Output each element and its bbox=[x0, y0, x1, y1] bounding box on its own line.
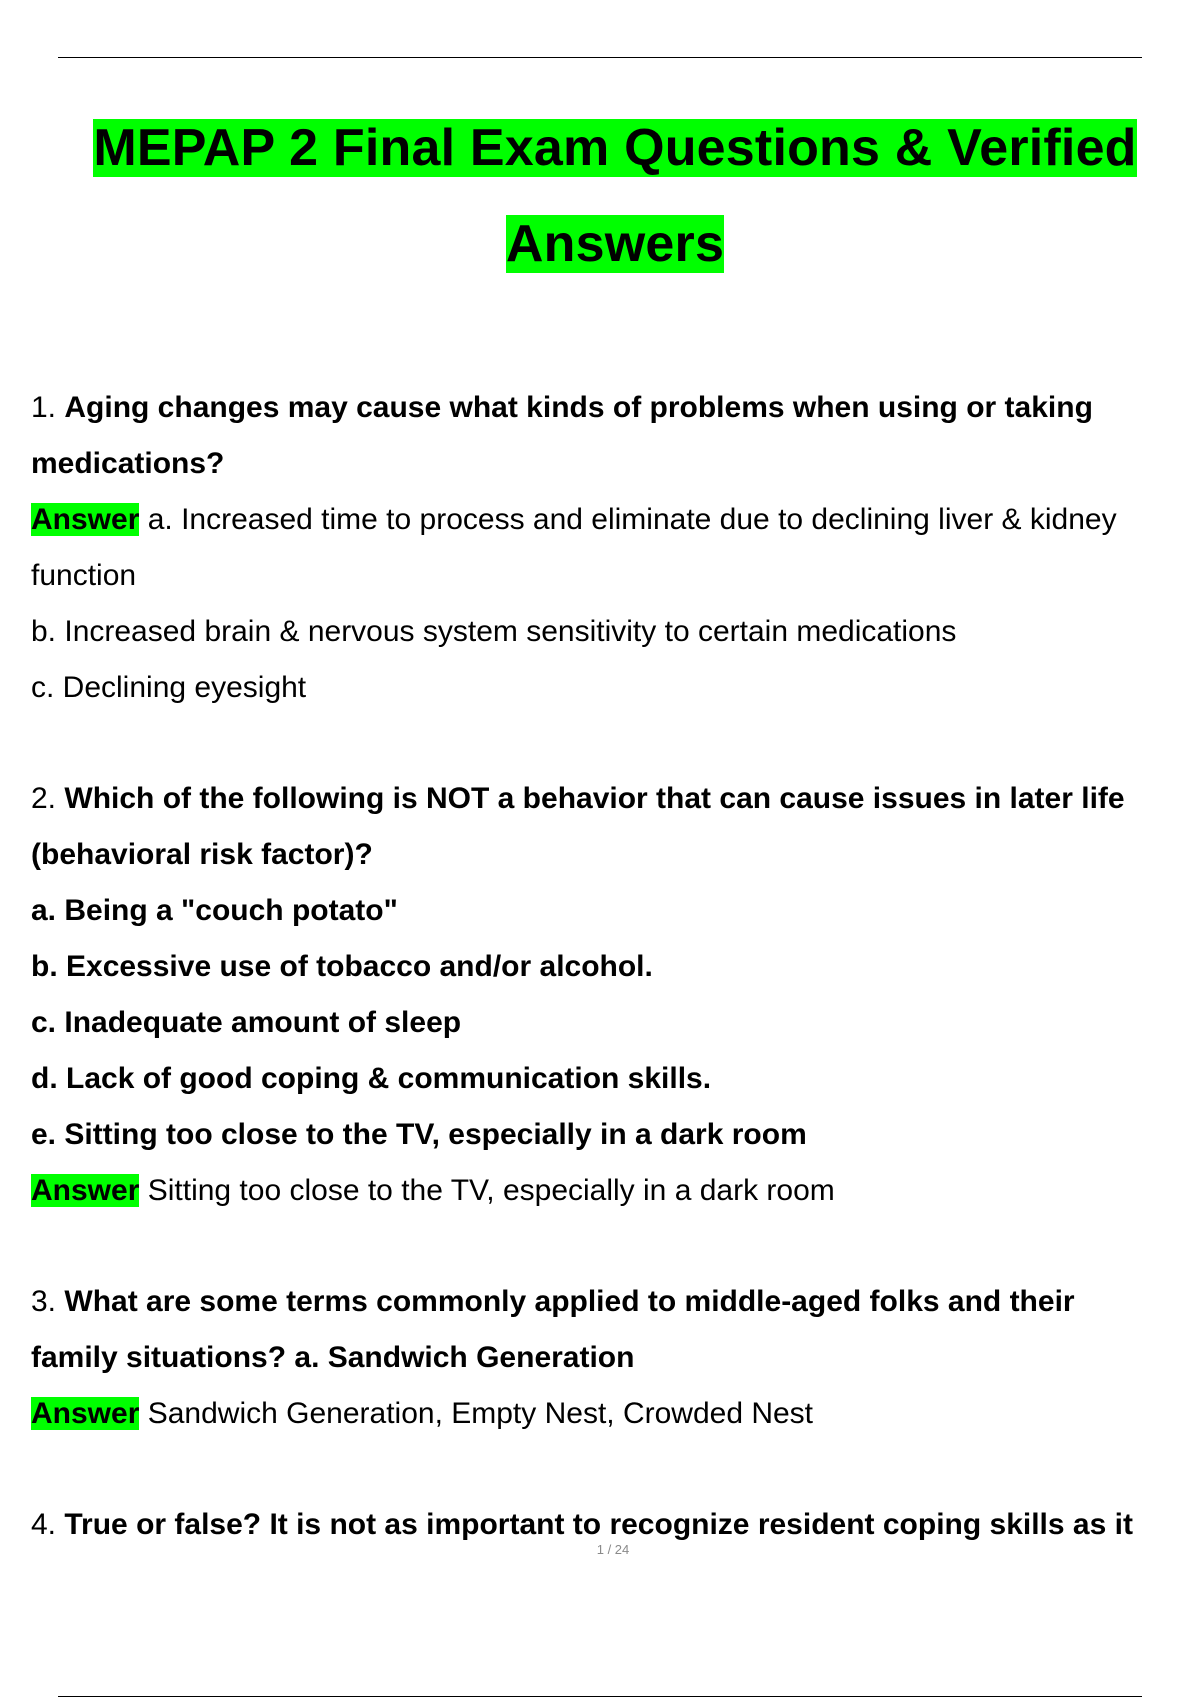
option-item: e. Sitting too close to the TV, especially in a dark room bbox=[31, 1118, 807, 1151]
question-text: True or false? It is not as important to recognize resident coping skills as it bbox=[64, 1508, 1133, 1541]
spacer bbox=[31, 1442, 1200, 1497]
question-block-2 bbox=[31, 771, 1200, 1219]
spacer bbox=[31, 1219, 1200, 1274]
top-rule bbox=[58, 57, 1142, 58]
answer-line bbox=[31, 1163, 1200, 1219]
document-title bbox=[40, 100, 1190, 292]
answer-line bbox=[31, 492, 1200, 548]
answer-text: Sitting too close to the TV, especially in a dark room bbox=[147, 1174, 835, 1207]
question-list bbox=[31, 380, 1200, 1553]
question-number: 1. bbox=[31, 391, 57, 424]
option-item: b. Excessive use of tobacco and/or alcohol. bbox=[31, 950, 653, 983]
answer-text-cont: function bbox=[31, 559, 137, 592]
question-3-text bbox=[31, 1274, 1200, 1330]
question-text-cont: family situations? a. Sandwich Generation bbox=[31, 1341, 635, 1374]
question-text: Aging changes may cause what kinds of problems when using or taking bbox=[64, 391, 1093, 424]
question-text-cont: (behavioral risk factor)? bbox=[31, 838, 373, 871]
option-item: a. Being a "couch potato" bbox=[31, 894, 398, 927]
question-block-3 bbox=[31, 1274, 1200, 1442]
page-indicator: 1 / 24 bbox=[596, 1542, 630, 1557]
question-1-text bbox=[31, 380, 1200, 436]
answer-label: Answer bbox=[31, 503, 140, 536]
title-line-2: Answers bbox=[505, 215, 725, 273]
question-number: 3. bbox=[31, 1285, 57, 1318]
option-item: c. Inadequate amount of sleep bbox=[31, 1006, 462, 1039]
question-text: What are some terms commonly applied to middle-aged folks and their bbox=[64, 1285, 1075, 1318]
question-number: 4. bbox=[31, 1508, 57, 1541]
title-line-1: MEPAP 2 Final Exam Questions & Verified bbox=[93, 119, 1137, 177]
option-item: d. Lack of good coping & communication skills. bbox=[31, 1062, 712, 1095]
question-text-cont: medications? bbox=[31, 447, 225, 480]
answer-text-cont: b. Increased brain & nervous system sensitivity to certain medications bbox=[31, 615, 957, 648]
answer-label: Answer bbox=[31, 1397, 140, 1430]
answer-label: Answer bbox=[31, 1174, 140, 1207]
question-text: Which of the following is NOT a behavior that can cause issues in later life bbox=[64, 782, 1125, 815]
question-block-1 bbox=[31, 380, 1200, 716]
answer-line bbox=[31, 1386, 1200, 1442]
bottom-rule bbox=[58, 1696, 1142, 1697]
answer-text: a. Increased time to process and eliminate due to declining liver & kidney bbox=[147, 503, 1117, 536]
question-number: 2. bbox=[31, 782, 57, 815]
answer-text: Sandwich Generation, Empty Nest, Crowded Nest bbox=[147, 1397, 814, 1430]
answer-text-cont: c. Declining eyesight bbox=[31, 671, 307, 704]
question-2-text bbox=[31, 771, 1200, 827]
spacer bbox=[31, 716, 1200, 771]
